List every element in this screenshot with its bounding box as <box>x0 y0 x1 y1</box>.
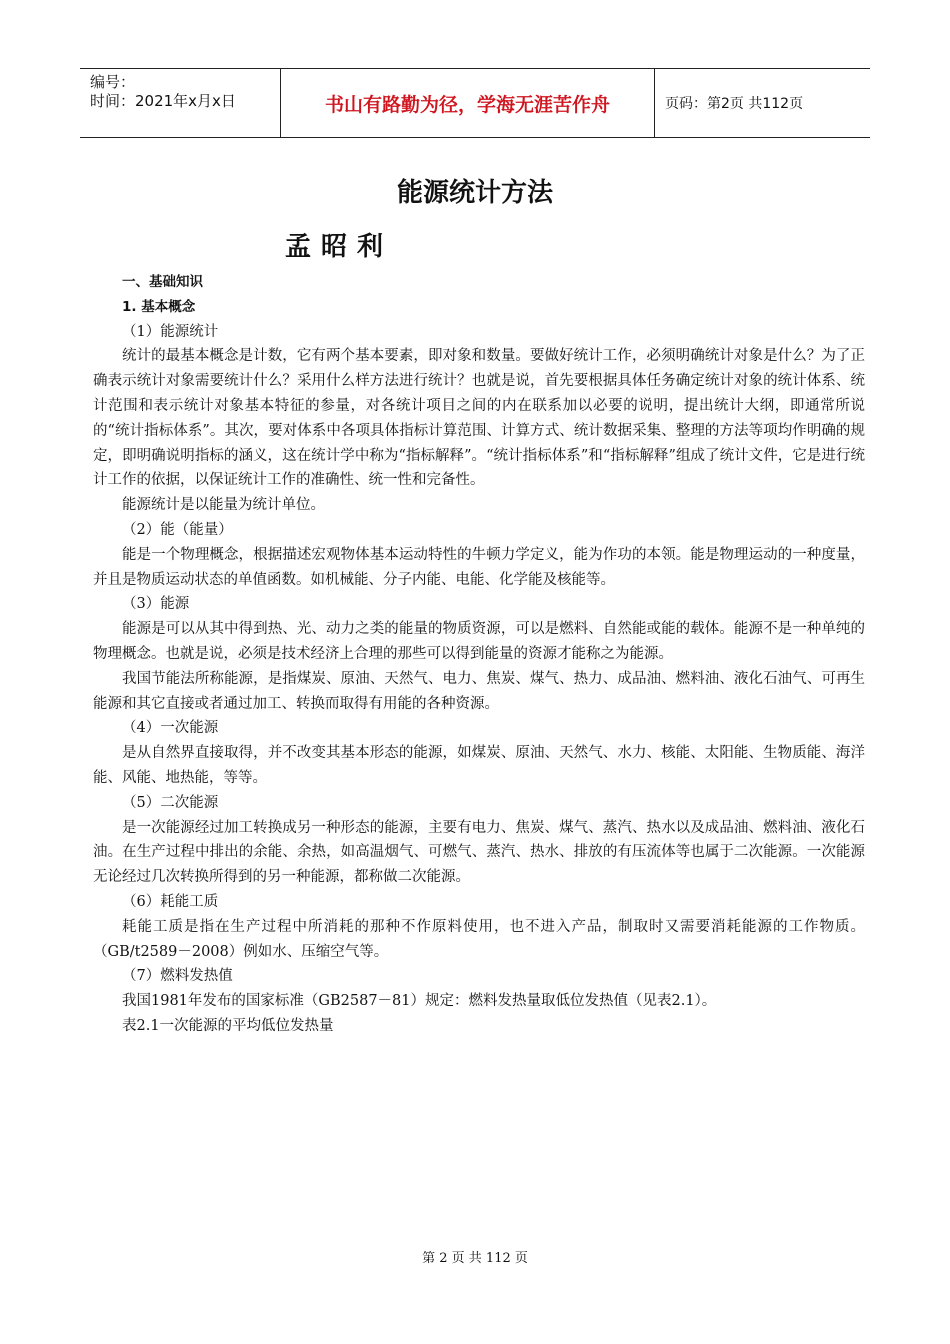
paragraph: 耗能工质是指在生产过程中所消耗的那种不作原料使用，也不进入产品，制取时又需要消耗能源的工作物质。（GB/t2589－2008）例如水、压缩空气等。 <box>93 918 865 960</box>
paragraph: （5）二次能源 <box>122 794 219 811</box>
page-footer: 第 2 页 共 112 页 <box>422 1251 528 1266</box>
paragraph: 能源是可以从其中得到热、光、动力之类的能量的物质资源，可以是燃料、自然能或能的载体。能源不是一种单纯的物理概念。也就是说，必须是技术经济上合理的那些可以得到能量的资源才能称之为能源。 <box>93 621 865 662</box>
paragraph: 能是一个物理概念，根据描述宏观物体基本运动特性的牛顿力学定义，能为作功的本领。能是物理运动的一种度量，并且是物质运动状态的单值函数。如机械能、分子内能、电能、化学能及核能等。 <box>93 546 865 588</box>
header-motto: 书山有路勤为径，学海无涯苦作舟 <box>280 69 655 137</box>
paragraph: （7）燃料发热值 <box>122 968 233 985</box>
header-time-label: 时间：2021年x月x日 <box>90 92 236 110</box>
paragraph: （2）能（能量） <box>122 521 233 538</box>
header-number-label: 编号： <box>90 73 136 91</box>
paragraph: （1）能源统计 <box>122 323 219 340</box>
document-title: 能源统计方法 <box>396 178 553 208</box>
page-header <box>80 68 870 138</box>
header-meta <box>80 69 280 137</box>
paragraph: 我国1981年发布的国家标准（GB2587－81）规定：燃料发热量取低位发热值（见表2.1）。 <box>122 993 717 1010</box>
document-body <box>93 270 865 1039</box>
paragraph: （4）一次能源 <box>122 720 219 737</box>
paragraph: 我国节能法所称能源，是指煤炭、原油、天然气、电力、焦炭、煤气、热力、成品油、燃料油、液化石油气、可再生能源和其它直接或者通过加工、转换而取得有用能的各种资源。 <box>93 670 865 712</box>
section-heading: 1. 基本概念 <box>122 298 196 315</box>
paragraph: （6）耗能工质 <box>122 893 219 910</box>
paragraph: 是从自然界直接取得，并不改变其基本形态的能源，如煤炭、原油、天然气、水力、核能、太阳能、生物质能、海洋能、风能、地热能，等等。 <box>93 745 865 786</box>
header-page-info: 页码：第2页 共112页 <box>665 96 804 112</box>
document-author: 孟昭利 <box>285 232 394 262</box>
paragraph: 能源统计是以能量为统计单位。 <box>122 497 325 514</box>
paragraph: 统计的最基本概念是计数，它有两个基本要素，即对象和数量。要做好统计工作，必须明确统计对象是什么？为了正确表示统计对象需要统计什么？采用什么样方法进行统计？也就是说，首先要根据具体任务确定统计对象的统计体系、统计范围和表示统计对象基本特征的参量，对各统计项目之间的内在联系加以必要的说明，提出统计大纲，即通常所说的“统计指标体系”。其次，要对体系中各项具体指标计算范围、计算方式、统计数据采集、整理的方法等项均作明确的规定，即明确说明指标的涵义，这在统计学中称为“指标解释”。“统计指标体系”和“指标解释”组成了统计文件，它是进行统计工作的依据，以保证统计工作的准确性、统一性和完备性。 <box>93 348 865 489</box>
paragraph: （3）能源 <box>122 596 190 613</box>
paragraph: 表2.1一次能源的平均低位发热量 <box>122 1017 334 1034</box>
paragraph: 是一次能源经过加工转换成另一种形态的能源，主要有电力、焦炭、煤气、蒸汽、热水以及成品油、燃料油、液化石油。在生产过程中排出的余能、余热，如高温烟气、可燃气、蒸汽、热水、排放的有压流体等也属于二次能源。一次能源无论经过几次转换所得到的另一种能源，都称做二次能源。 <box>93 819 865 886</box>
section-heading: 一、基础知识 <box>122 274 203 290</box>
